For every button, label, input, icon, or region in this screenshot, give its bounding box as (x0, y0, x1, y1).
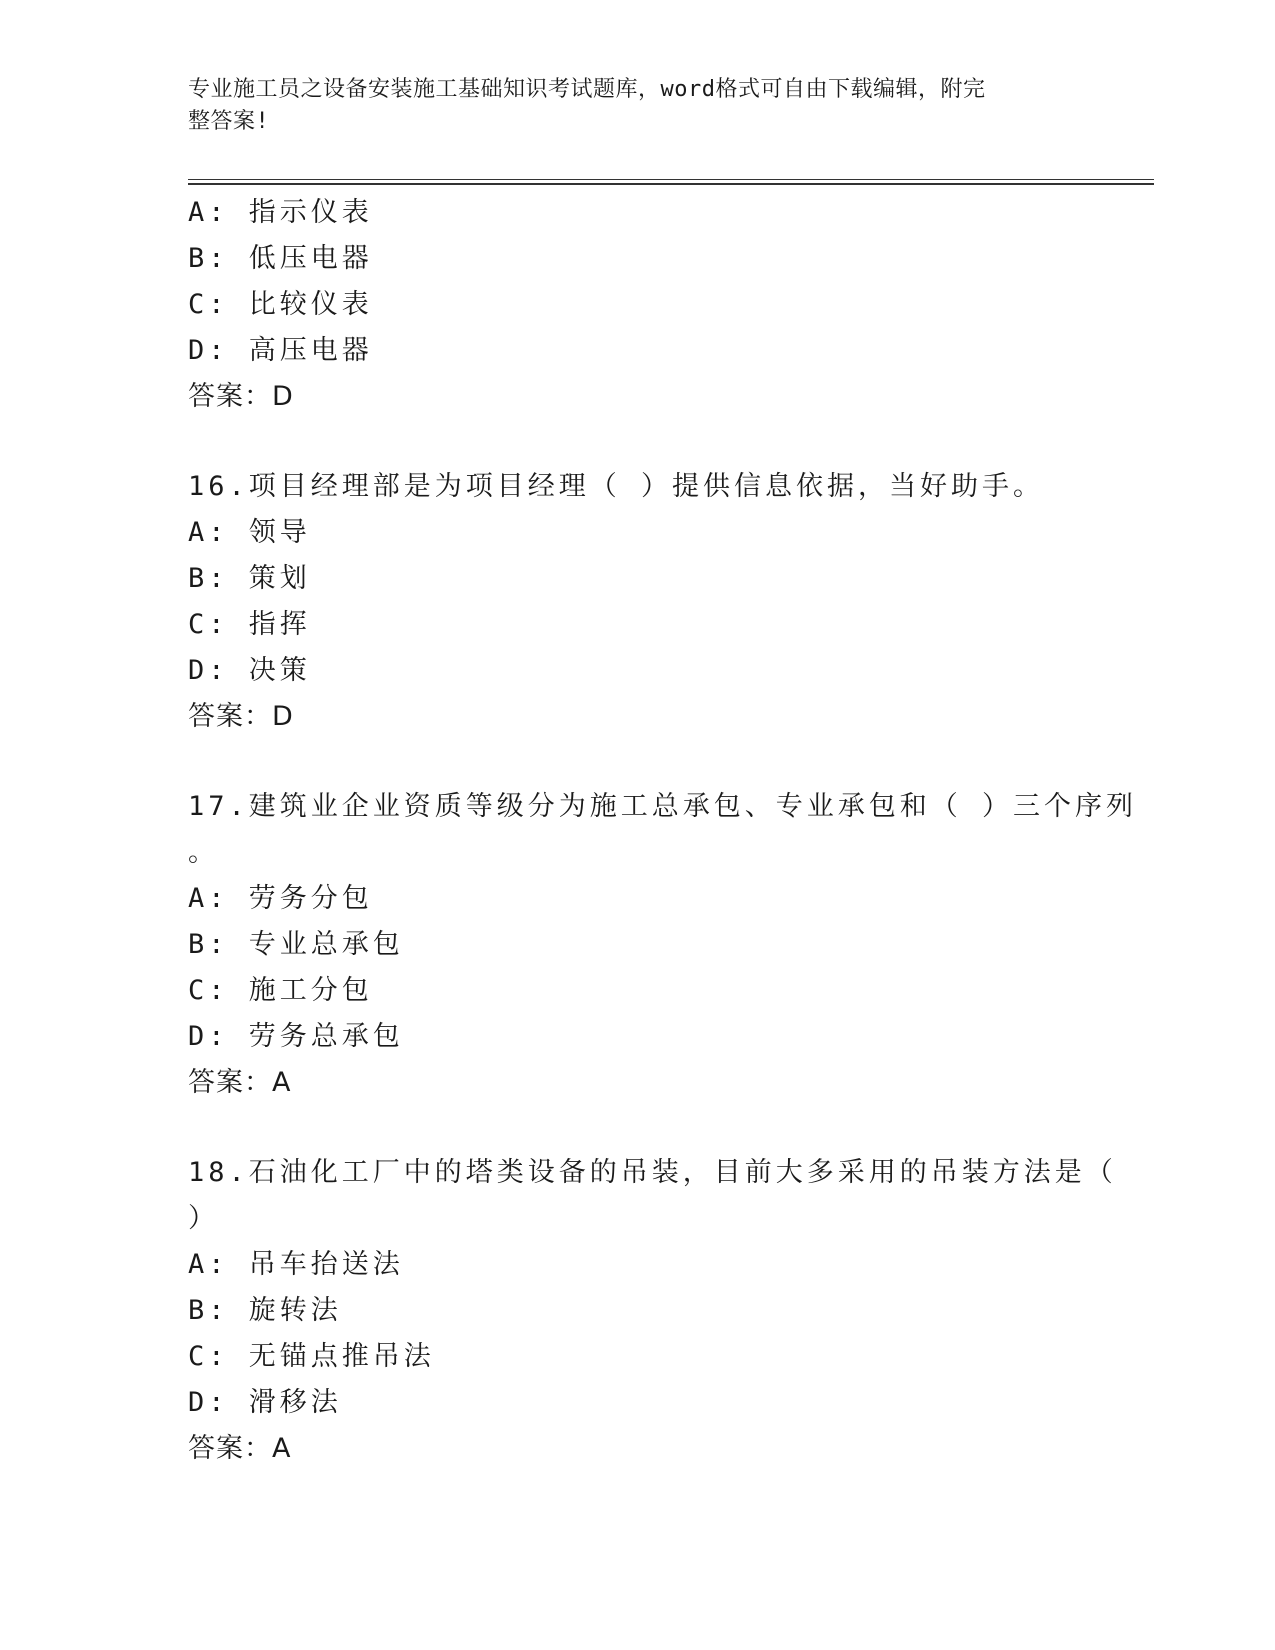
answer-line: 答案：A (188, 1433, 292, 1464)
question-text-continued: 。 (188, 837, 219, 868)
spacer (188, 740, 1088, 784)
option-a: A: 指示仪表 (188, 197, 373, 228)
option-c: C: 比较仪表 (188, 289, 373, 320)
question-text: 16.项目经理部是为项目经理（ ）提供信息依据，当好助手。 (188, 471, 1045, 502)
question-17 (188, 784, 1138, 1106)
question-text: 18.石油化工厂中的塔类设备的吊装，目前大多采用的吊装方法是（ (188, 1157, 1117, 1188)
spacer (188, 420, 1088, 464)
question-16 (188, 464, 1088, 740)
question-18 (188, 1150, 1117, 1472)
option-a: A: 领导 (188, 517, 311, 548)
question-text: 17.建筑业企业资质等级分为施工总承包、专业承包和（ ）三个序列 (188, 791, 1138, 822)
option-d: D: 决策 (188, 655, 311, 686)
option-b: B: 专业总承包 (188, 929, 404, 960)
option-d: D: 劳务总承包 (188, 1021, 404, 1052)
answer-line: 答案：D (188, 381, 294, 412)
question-15-continuation (188, 190, 1088, 420)
document-header (188, 74, 1088, 138)
option-c: C: 施工分包 (188, 975, 373, 1006)
option-a: A: 劳务分包 (188, 883, 373, 914)
question-content (188, 190, 1138, 1472)
option-d: D: 高压电器 (188, 335, 373, 366)
header-line-1: 专业施工员之设备安装施工基础知识考试题库，word格式可自由下载编辑，附完 (188, 77, 986, 102)
question-text-continued: ） (188, 1203, 219, 1234)
option-b: B: 策划 (188, 563, 311, 594)
answer-line: 答案：D (188, 701, 294, 732)
option-b: B: 旋转法 (188, 1295, 342, 1326)
header-line-2: 整答案! (188, 109, 270, 134)
option-b: B: 低压电器 (188, 243, 373, 274)
header-divider-bottom (188, 183, 1154, 185)
option-c: C: 无锚点推吊法 (188, 1341, 435, 1372)
option-d: D: 滑移法 (188, 1387, 342, 1418)
header-divider-top (188, 179, 1154, 180)
answer-line: 答案：A (188, 1067, 292, 1098)
option-a: A: 吊车抬送法 (188, 1249, 404, 1280)
option-c: C: 指挥 (188, 609, 311, 640)
spacer (188, 1106, 1088, 1150)
